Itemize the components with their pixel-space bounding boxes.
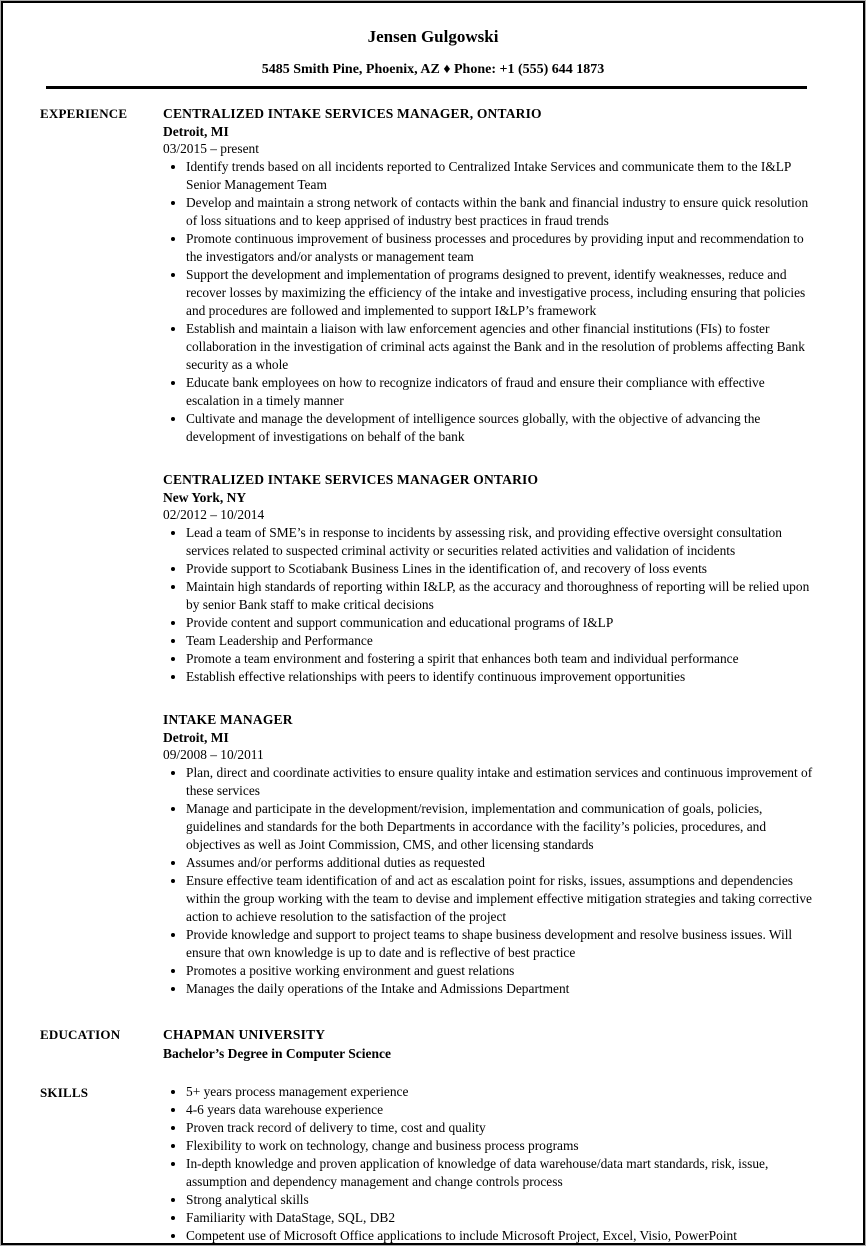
resume-body [3,104,863,1245]
header-divider [46,86,807,89]
section-education [3,1025,863,1064]
bullet-item: • Familiarity with DataStage, SQL, DB2 [186,1209,819,1227]
education-content [163,1025,863,1064]
bullet-item: • 5+ years process management experience [186,1083,819,1101]
job-bullets [163,764,819,998]
bullet-item: • Provide content and support communication and educational programs of I&LP [186,614,819,632]
contact-line: 5485 Smith Pine, Phoenix, AZ ♦ Phone: +1 (555) 644 1873 [261,62,605,77]
bullet-item: • Maintain high standards of reporting within I&LP, as the accuracy and thoroughness of reporting will be relied upon by senior Bank staff to make critical decisions [186,578,819,614]
job-title: INTAKE MANAGER [163,712,293,727]
school-name: CHAPMAN UNIVERSITY [163,1027,326,1042]
bullet-item: • Promotes a positive working environment and guest relations [186,962,819,980]
skills-list [163,1083,819,1245]
job-location: New York, NY [163,490,247,505]
job-bullets [163,524,819,686]
section-skills [3,1083,863,1245]
bullet-item: • Assumes and/or performs additional duties as requested [186,854,819,872]
job-entry [163,710,819,998]
bullet-item: • Team Leadership and Performance [186,632,819,650]
bullet-item: • Cultivate and manage the development of intelligence sources globally, with the objective of advancing the development of investigations on behalf of the bank [186,410,819,446]
bullet-item: • Manages the daily operations of the Intake and Admissions Department [186,980,819,998]
skills-content [163,1083,863,1245]
job-dates: 02/2012 – 10/2014 [163,507,265,522]
candidate-name: Jensen Gulgowski [367,27,499,46]
resume-header [3,3,863,89]
bullet-item: • Promote continuous improvement of business processes and procedures by providing input and recommendation to the investigators and/or analysts or management team [186,230,819,266]
job-title: CENTRALIZED INTAKE SERVICES MANAGER, ONTARIO [163,106,542,121]
job-dates: 09/2008 – 10/2011 [163,747,264,762]
bullet-item: • Lead a team of SME’s in response to incidents by assessing risk, and providing effective oversight consultation services related to suspected criminal activity or securities related activities and validation of incidents [186,524,819,560]
job-bullets [163,158,819,446]
bullet-item: • In-depth knowledge and proven application of knowledge of data warehouse/data mart standards, risk, issue, assumption and dependency management and change controls process [186,1155,819,1191]
education-label: EDUCATION [40,1027,121,1042]
bullet-item: • 4-6 years data warehouse experience [186,1101,819,1119]
bullet-item: • Establish effective relationships with peers to identify continuous improvement opportunities [186,668,819,686]
job-location: Detroit, MI [163,124,229,139]
job-dates: 03/2015 – present [163,141,259,156]
section-experience [3,104,863,998]
bullet-item: • Provide support to Scotiabank Business Lines in the identification of, and recovery of loss events [186,560,819,578]
bullet-item: • Manage and participate in the development/revision, implementation and communication of goals, policies, guidelines and standards for the both Departments in accordance with the facility’s policies, procedures, and objectives as well as Joint Commission, CMS, and other licensing standards [186,800,819,854]
job-title: CENTRALIZED INTAKE SERVICES MANAGER ONTARIO [163,472,539,487]
bullet-item: • Competent use of Microsoft Office applications to include Microsoft Project, Excel, Visio, PowerPoint [186,1227,819,1245]
bullet-item: • Proven track record of delivery to time, cost and quality [186,1119,819,1137]
job-entry [163,104,819,446]
bullet-item: • Develop and maintain a strong network of contacts within the bank and financial industry to ensure quick resolution of loss situations and to keep apprised of industry best practices in fraud trends [186,194,819,230]
bullet-item: • Provide knowledge and support to project teams to shape business development and resolve business issues. Will ensure that own knowledge is up to date and is reflective of best practice [186,926,819,962]
bullet-item: • Strong analytical skills [186,1191,819,1209]
bullet-item: • Identify trends based on all incidents reported to Centralized Intake Services and communicate them to the I&LP Senior Management Team [186,158,819,194]
bullet-item: • Flexibility to work on technology, change and business process programs [186,1137,819,1155]
bullet-item: • Establish and maintain a liaison with law enforcement agencies and other financial institutions (FIs) to foster collaboration in the investigation of criminal acts against the Bank and in the resolution of problems affecting Bank security as a whole [186,320,819,374]
bullet-item: • Support the development and implementation of programs designed to prevent, identify weaknesses, reduce and recover losses by maximizing the efficiency of the intake and investigative process, including ensuring that policies and procedures are followed and implemented to support I&LP’s framework [186,266,819,320]
experience-jobs [163,104,863,998]
bullet-item: • Plan, direct and coordinate activities to ensure quality intake and estimation services and continuous improvement of these services [186,764,819,800]
resume-page [1,1,865,1245]
bullet-item: • Ensure effective team identification of and act as escalation point for risks, issues, assumptions and dependencies within the group working with the team to devise and implement effective mitigation strategies and taking corrective action to achieve resolution to the satisfaction of the project [186,872,819,926]
bullet-item: • Promote a team environment and fostering a spirit that enhances both team and individual performance [186,650,819,668]
job-location: Detroit, MI [163,730,229,745]
job-entry [163,470,819,686]
skills-label: SKILLS [40,1085,89,1100]
bullet-item: • Educate bank employees on how to recognize indicators of fraud and ensure their compliance with effective escalation in a timely manner [186,374,819,410]
experience-label: EXPERIENCE [40,106,128,121]
degree-name: Bachelor’s Degree in Computer Science [163,1046,391,1061]
